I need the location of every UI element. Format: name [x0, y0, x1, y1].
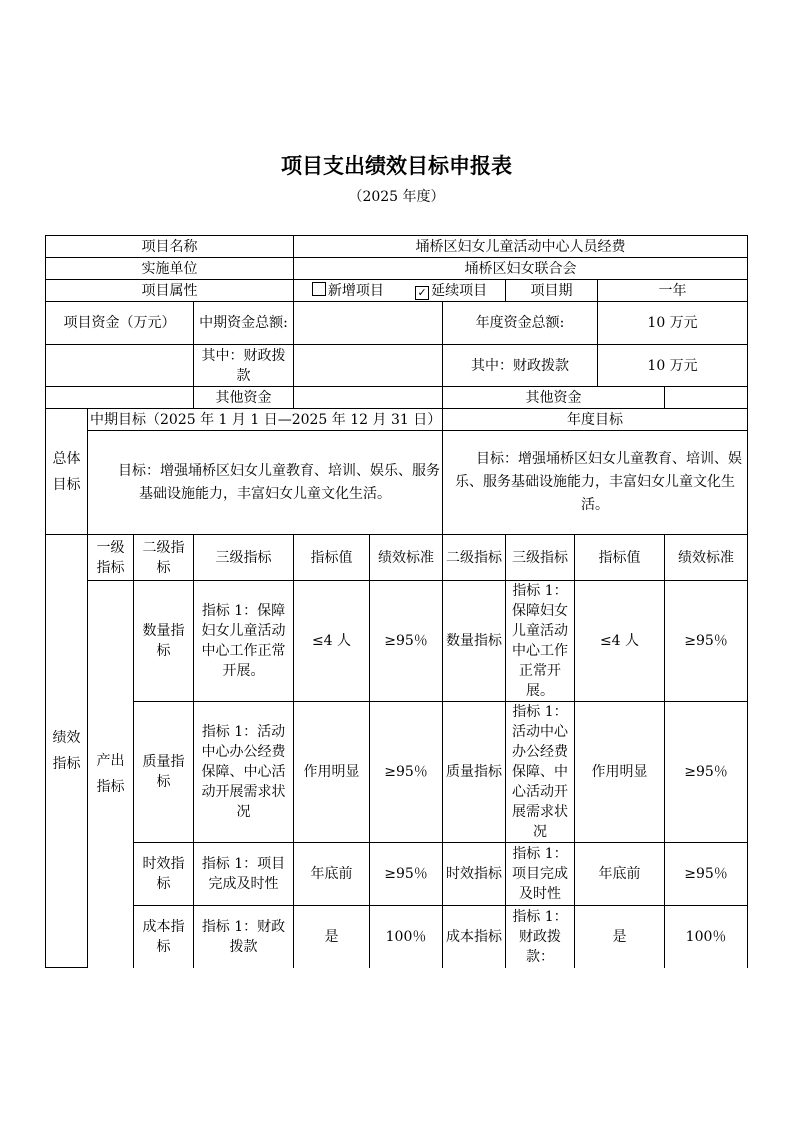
fund-label: 项目资金（万元） — [46, 302, 194, 345]
annual-fiscal-label: 其中：财政拨款 — [443, 345, 598, 387]
new-project-label: 新增项目 — [327, 282, 384, 299]
row-indicator-header — [46, 535, 748, 581]
row-project-attribute — [46, 280, 748, 302]
table-row — [46, 581, 748, 702]
row-value-annual: 是 — [575, 906, 665, 968]
overall-goal-label: 总体目标 — [46, 409, 88, 535]
row-standard: 100％ — [370, 906, 443, 968]
mid-fiscal-value — [294, 345, 443, 387]
header-level2: 二级指标 — [134, 535, 194, 581]
row-standard-annual: ≥95％ — [665, 702, 748, 843]
table-row — [46, 702, 748, 843]
annual-other-value — [665, 387, 748, 409]
mid-goal-text: 目标：增强埇桥区妇女儿童教育、培训、娱乐、服务基础设施能力，丰富妇女儿童文化生活。 — [88, 431, 443, 535]
table-row — [46, 843, 748, 906]
row-level2-annual: 时效指标 — [443, 843, 506, 906]
row-goal-text — [46, 431, 748, 535]
level1-output: 产出指标 — [88, 581, 134, 968]
header-standard: 绩效标准 — [370, 535, 443, 581]
header-level3-annual: 三级指标 — [506, 535, 575, 581]
row-level3: 指标 1：财政拨款 — [194, 906, 294, 968]
row-value-annual: ≤4 人 — [575, 581, 665, 702]
row-project-name — [46, 236, 748, 258]
row-standard: ≥95％ — [370, 581, 443, 702]
row-value-annual: 作用明显 — [575, 702, 665, 843]
row-level2: 时效指标 — [134, 843, 194, 906]
row-level2: 成本指标 — [134, 906, 194, 968]
project-name-label: 项目名称 — [46, 236, 294, 258]
new-project-checkbox[interactable] — [312, 282, 326, 296]
mid-total-label: 中期资金总额: — [194, 302, 294, 345]
continued-project-label: 延续项目 — [431, 282, 488, 299]
row-level2: 质量指标 — [134, 702, 194, 843]
header-value: 指标值 — [294, 535, 370, 581]
row-fund-fiscal — [46, 345, 748, 387]
performance-table — [45, 235, 748, 968]
row-standard: ≥95％ — [370, 702, 443, 843]
header-value-annual: 指标值 — [575, 535, 665, 581]
annual-total-label: 年度资金总额: — [443, 302, 598, 345]
row-level2: 数量指标 — [134, 581, 194, 702]
unit-label: 实施单位 — [46, 258, 294, 280]
row-level2-annual: 成本指标 — [443, 906, 506, 968]
annual-other-label: 其他资金 — [443, 387, 665, 409]
row-level3: 指标 1：活动中心办公经费保障、中心活动开展需求状况 — [194, 702, 294, 843]
row-level3-annual: 指标 1：项目完成及时性 — [506, 843, 575, 906]
row-value: 是 — [294, 906, 370, 968]
row-standard-annual: 100％ — [665, 906, 748, 968]
fund-label-cont — [46, 345, 194, 387]
unit-value: 埇桥区妇女联合会 — [294, 258, 748, 280]
row-level3-annual: 指标 1：活动中心办公经费保障、中心活动开展需求状况 — [506, 702, 575, 843]
row-fund-total — [46, 302, 748, 345]
header-level1: 一级指标 — [88, 535, 134, 581]
row-standard: ≥95％ — [370, 843, 443, 906]
row-goal-header — [46, 409, 748, 431]
mid-other-label: 其他资金 — [194, 387, 294, 409]
row-fund-other — [46, 387, 748, 409]
mid-fiscal-label: 其中：财政拨款 — [194, 345, 294, 387]
period-value: 一年 — [598, 280, 748, 302]
row-standard-annual: ≥95％ — [665, 843, 748, 906]
fund-label-cont2 — [46, 387, 194, 409]
row-level2-annual: 质量指标 — [443, 702, 506, 843]
row-value-annual: 年底前 — [575, 843, 665, 906]
page-subtitle: （2025 年度） — [348, 189, 445, 205]
mid-total-value — [294, 302, 443, 345]
row-standard-annual: ≥95％ — [665, 581, 748, 702]
attribute-options — [294, 280, 506, 302]
row-value: 年底前 — [294, 843, 370, 906]
annual-goal-text: 目标：增强埇桥区妇女儿童教育、培训、娱乐、服务基础设施能力，丰富妇女儿童文化生活。 — [443, 431, 748, 535]
header-level2-annual: 二级指标 — [443, 535, 506, 581]
row-level3: 指标 1：项目完成及时性 — [194, 843, 294, 906]
row-level2-annual: 数量指标 — [443, 581, 506, 702]
page-title: 项目支出绩效目标申报表 — [281, 154, 512, 178]
mid-other-value — [294, 387, 443, 409]
row-level3: 指标 1：保障妇女儿童活动中心工作正常开展。 — [194, 581, 294, 702]
row-level3-annual: 指标 1：财政拨款： — [506, 906, 575, 968]
row-value: ≤4 人 — [294, 581, 370, 702]
continued-project-checkbox[interactable]: ✓ — [415, 286, 429, 300]
project-name-value: 埇桥区妇女儿童活动中心人员经费 — [294, 236, 748, 258]
table-row — [46, 906, 748, 968]
row-value: 作用明显 — [294, 702, 370, 843]
row-implementing-unit — [46, 258, 748, 280]
header-standard-annual: 绩效标准 — [665, 535, 748, 581]
mid-goal-header: 中期目标（2025 年 1 月 1 日—2025 年 12 月 31 日） — [88, 409, 443, 431]
annual-fiscal-value: 10 万元 — [598, 345, 748, 387]
indicator-label: 绩效指标 — [46, 535, 88, 968]
annual-total-value: 10 万元 — [598, 302, 748, 345]
annual-goal-header: 年度目标 — [443, 409, 748, 431]
attribute-label: 项目属性 — [46, 280, 294, 302]
header-level3: 三级指标 — [194, 535, 294, 581]
row-level3-annual: 指标 1：保障妇女儿童活动中心工作正常开展。 — [506, 581, 575, 702]
period-label: 项目期 — [506, 280, 598, 302]
